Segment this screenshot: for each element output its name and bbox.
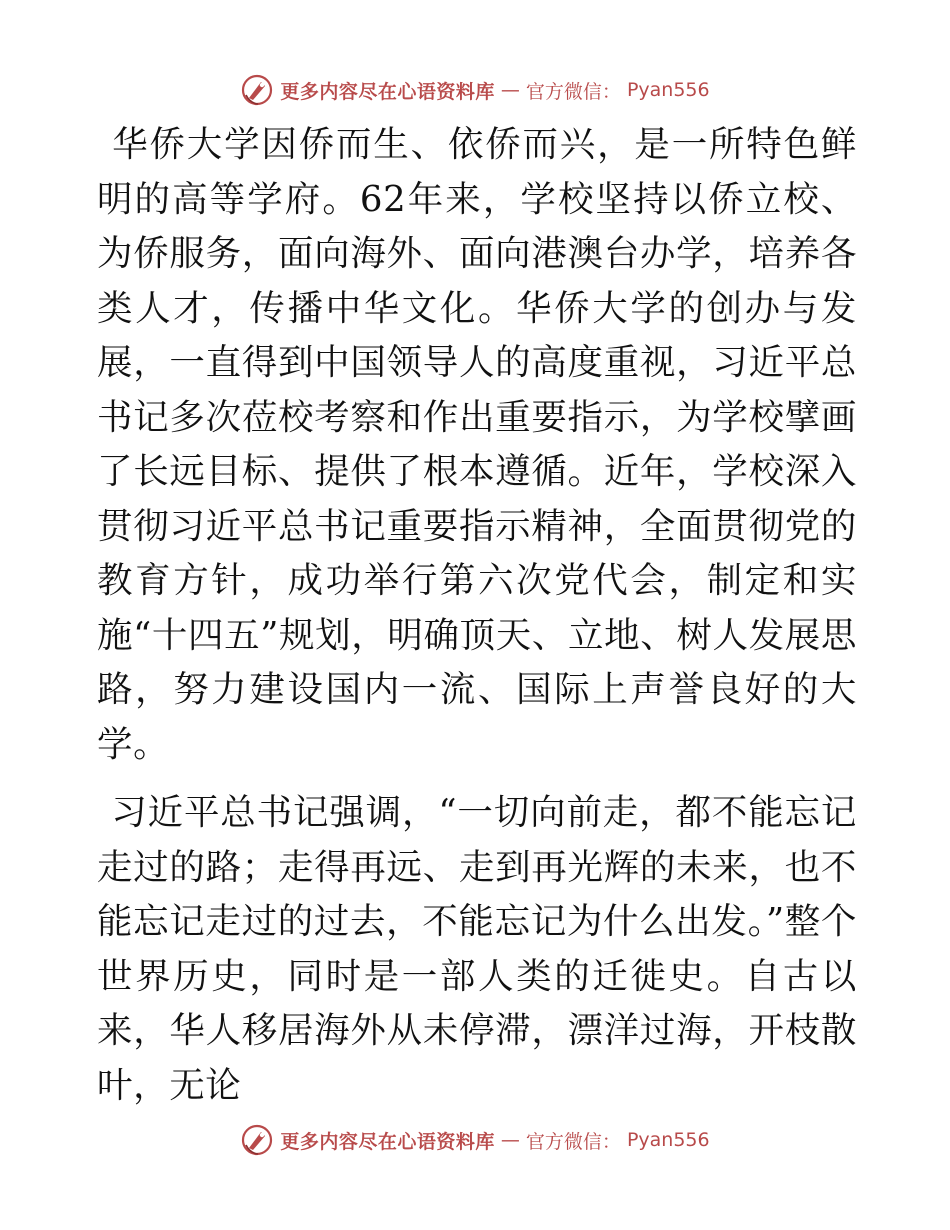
watermark-separator: — (500, 79, 520, 101)
watermark-site-text: 更多内容尽在心语资料库 (280, 1130, 495, 1153)
watermark-separator: — (500, 1129, 520, 1151)
paragraph-2-text: 习近平总书记强调，“一切向前走，都不能忘记走过的路；走得再远、走到再光辉的未来，也不能忘记走过的过去，不能忘记为什么出发。”整个世界历史，同时是一部人类的迁徙史。自古以来，华人移居海外从未停滞，漂洋过海，开枝散叶，无论 (97, 792, 857, 1106)
watermark-contact-label: 官方微信： (525, 80, 621, 103)
footer-watermark (0, 1120, 950, 1160)
watermark-contact-id: Pyan556 (626, 79, 710, 101)
paragraph-1 (97, 118, 857, 772)
header-watermark (0, 70, 950, 110)
watermark-contact-id: Pyan556 (626, 1129, 710, 1151)
paragraph-2 (97, 786, 857, 1113)
pen-nib-logo-icon (240, 73, 274, 107)
paragraph-1-text: 华侨大学因侨而生、依侨而兴，是一所特色鲜明的高等学府。62年来，学校坚持以侨立校、为侨服务，面向海外、面向港澳台办学，培养各类人才，传播中华文化。华侨大学的创办与发展，一直得到中国领导人的高度重视，习近平总书记多次莅校考察和作出重要指示，为学校擘画了长远目标、提供了根本遵循。近年，学校深入贯彻习近平总书记重要指示精神，全面贯彻党的教育方针，成功举行第六次党代会，制定和实施“十四五”规划，明确顶天、立地、树人发展思路，努力建设国内一流、国际上声誉良好的大学。 (97, 124, 857, 765)
watermark-contact-label: 官方微信： (525, 1130, 621, 1153)
watermark-site-text: 更多内容尽在心语资料库 (280, 80, 495, 103)
pen-nib-logo-icon (240, 1123, 274, 1157)
document-body (97, 118, 857, 1113)
